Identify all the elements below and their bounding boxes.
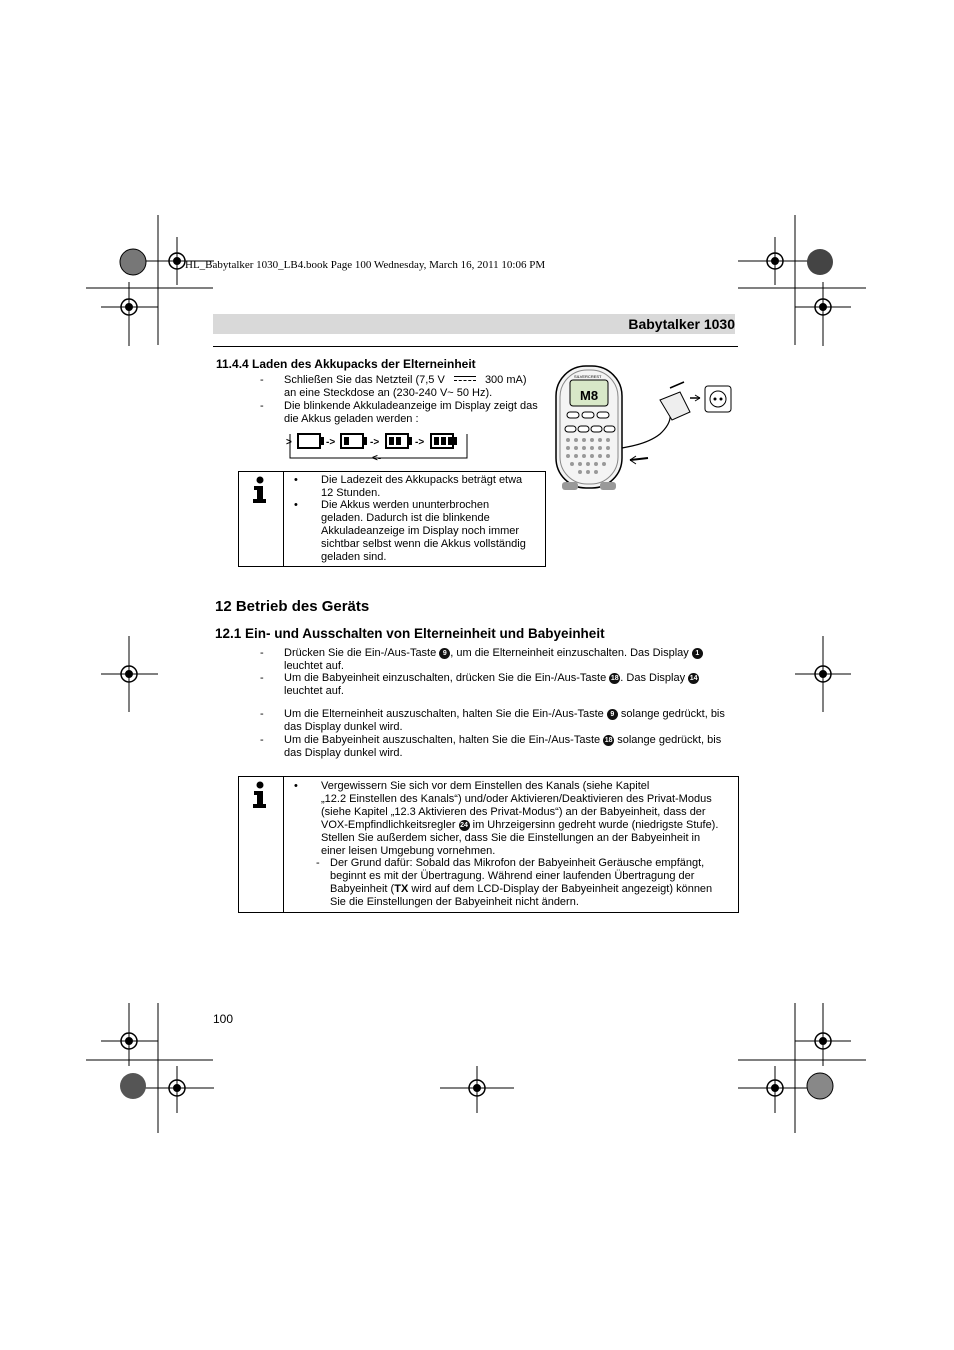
- section-heading-11-4-4: 11.4.4 Laden des Akkupacks der Elterneinheit: [216, 357, 476, 371]
- list-item-cont: das Display dunkel wird.: [284, 747, 403, 759]
- callout-number-badge: 14: [689, 674, 698, 682]
- info-box: • Vergewissern Sie sich vor dem Einstellen des Kanals (siehe Kapitel „12.2 Einstellen des Kanals“) und/oder Aktivieren/Deaktivieren des Privat-Modus (siehe Kapitel „12.3 Aktivieren des Privat-Modus“) an der Babyeinheit, dass der VOX-Empfindlichkeitsregler 24 im Uhrzeigersinn gedreht wurde (niedrigste Stufe). Stellen Sie außerdem sicher, dass Sie die Einstellungen an der Babyeinheit in einer leisen Umgebung vornehmen. - Der Grund dafür: Sobald das Mikrofon der Babyeinheit Geräusche empfängt, beginnt es mit der Übertragung. Während einer laufenden Übertragung der Babyeinheit (TX wird auf dem LCD-Display der Babyeinheit angezeigt) können Sie die Einstellungen der Babyeinheit nicht ändern.: [238, 776, 739, 913]
- list-item-cont: leuchtet auf.: [284, 685, 344, 697]
- info-text: 12 Stunden.: [321, 487, 381, 499]
- battery-charging-sequence-icon: [284, 430, 474, 462]
- info-text: „12.2 Einstellen des Kanals“) und/oder Aktivieren/Deaktivieren des Privat-Modus: [321, 793, 712, 805]
- list-item-cont: das Display dunkel wird.: [284, 721, 403, 733]
- callout-number-badge: 24: [460, 821, 468, 829]
- header-title: Babytalker 1030: [628, 316, 735, 332]
- svg-text:->: ->: [415, 437, 425, 448]
- info-text: Stellen Sie außerdem sicher, dass Sie die Einstellungen an der Babyeinheit in: [321, 832, 701, 844]
- info-text: Babyeinheit (TX wird auf dem LCD-Display der Babyeinheit angezeigt) können: [330, 883, 713, 895]
- info-icon: [249, 476, 271, 504]
- info-box: • Die Ladezeit des Akkupacks beträgt etwa 12 Stunden. • Die Akkus werden ununterbrochen geladen. Dadurch ist die blinkende Akkuladeanzeige im Display noch immer sichtbar selbst wenn die Akkus vollständig geladen sind.: [238, 471, 546, 567]
- list-item: Drücken Sie die Ein-/Aus-Taste 9 , um die Elterneinheit einzuschalten. Das Display 1: [284, 647, 703, 660]
- svg-text:->: ->: [326, 437, 336, 448]
- info-text: (siehe Kapitel „12.3 Aktivieren des Privat-Modus“) an der Babyeinheit, dass der: [321, 806, 706, 818]
- info-text: Der Grund dafür: Sobald das Mikrofon der Babyeinheit Geräusche empfängt,: [330, 857, 705, 869]
- header-rule: [213, 346, 738, 347]
- info-text: beginnt es mit der Übertragung. Während einer laufenden Übertragung der: [330, 870, 695, 882]
- callout-number-badge: 1: [692, 648, 703, 659]
- list-item: Die blinkende Akkuladeanzeige im Display zeigt das: [284, 400, 538, 412]
- callout-number-badge: 18: [604, 736, 613, 744]
- info-text: Die Akkus werden ununterbrochen: [321, 499, 490, 511]
- info-text: Die Ladezeit des Akkupacks beträgt etwa: [321, 474, 523, 486]
- page-number: 100: [213, 1012, 234, 1026]
- device-brand: SILVERCREST: [574, 374, 602, 379]
- device-display-text: M8: [580, 388, 599, 403]
- info-text: Vergewissern Sie sich vor dem Einstellen des Kanals (siehe Kapitel: [321, 780, 650, 792]
- print-info: HL_Babytalker 1030_LB4.book Page 100 Wednesday, March 16, 2011 10:06 PM: [185, 259, 546, 271]
- callout-number-badge: 9: [607, 709, 618, 720]
- svg-text:->: ->: [370, 437, 380, 448]
- info-text: Akkuladeanzeige im Display noch immer: [321, 525, 520, 537]
- info-text: sichtbar selbst wenn die Akkus vollständig: [321, 538, 526, 550]
- list-item: Um die Babyeinheit auszuschalten, halten Sie die Ein-/Aus-Taste 18 solange gedrückt, bis: [284, 734, 722, 746]
- info-text: geladen sind.: [321, 551, 387, 563]
- info-text: Sie die Einstellungen der Babyeinheit nicht ändern.: [330, 896, 579, 908]
- list-item: Um die Elterneinheit auszuschalten, halten Sie die Ein-/Aus-Taste 9 solange gedrückt, bis: [284, 708, 725, 720]
- info-text: einer leisen Umgebung vornehmen.: [321, 845, 496, 857]
- info-text: geladen. Dadurch ist die blinkende: [321, 512, 490, 524]
- list-item: Schließen Sie das Netzteil (7,5 V 300 mA): [284, 374, 527, 386]
- section-heading-12: 12 Betrieb des Geräts: [215, 598, 370, 615]
- info-text: VOX-Empfindlichkeitsregler 24 im Uhrzeigersinn gedreht wurde (niedrigste Stufe).: [321, 819, 719, 831]
- list-item-cont: die Akkus geladen werden :: [284, 413, 419, 425]
- section-heading-12-1: 12.1 Ein- und Ausschalten von Elterneinheit und Babyeinheit: [215, 626, 605, 641]
- callout-number-badge: 18: [610, 674, 619, 682]
- tx-indicator-label: TX: [394, 883, 409, 895]
- info-icon: [249, 781, 271, 809]
- dc-symbol-icon: [454, 376, 476, 385]
- list-item-cont: leuchtet auf.: [284, 660, 344, 672]
- parent-unit-charging-illustration: [550, 360, 740, 495]
- callout-number-badge: 9: [439, 648, 450, 659]
- svg-text:>: >: [286, 437, 292, 448]
- list-item-cont: an eine Steckdose an (230-240 V~ 50 Hz).: [284, 387, 493, 399]
- svg-text:<-: <-: [372, 453, 382, 462]
- list-item: Um die Babyeinheit einzuschalten, drücken Sie die Ein-/Aus-Taste 18 . Das Display 14: [284, 672, 698, 684]
